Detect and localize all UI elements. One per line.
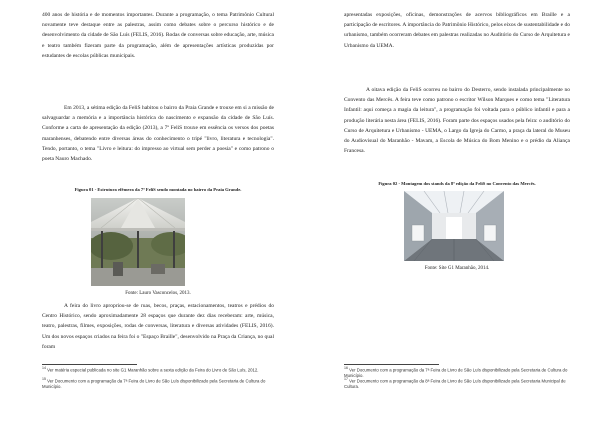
figure-1-source: Fonte: Lauro Vasconcelos, 2013. xyxy=(125,291,191,296)
right-page xyxy=(300,0,575,424)
left-paragraph-1: 400 anos de história e de momentos importantes. Durante a programação, o tema Patrimônio Cultural novamente teve destaque entre as palestras, assim como debates sobre o percurso histórico e de desenvolvimento da cidade de São Luís (FELIS, 2016). Rodas de conversas sobre educação, arte, música e teatro também fizeram parte da programação, além de apresentações artísticas produzidas por estudantes de escolas públicas municipais. xyxy=(42,12,274,59)
left-page xyxy=(0,0,275,424)
footnote-14: $^{14}$ Ver matéria especial publicada no site G1 Maranhão sobre a sexta edição da Feira do Livro de São Luís, 2012. xyxy=(42,366,259,373)
right-paragraph-2: A oitava edição da FeliS ocorreu no bairro do Desterro, sendo instalada principalmente no Convento das Mercês. A feira teve como patrono o escritor Wilson Marques e como tema "Literatura Infantil: aqui começa a magia da leitura", a programação foi voltada para o público infantil e para a produção literária nesta área (FELIS, 2016). Foram parte dos espaços usados pela feira: o auditório do Curso de Arquitetura e Urbanismo - UEMA, o Largo da Igreja do Carmo, a praça da lateral do Museu do Audiovisual do Maranhão - Mavam, a Escola de Música do Bom Menino e o prédio da Aliança Francesa. xyxy=(344,87,570,155)
footnote-17: $^{17}$ Ver Documento com a programação da 8ª Feira do Livro de São Luís disponibilizado pela Secretaria Municipal de Cultura. xyxy=(344,377,566,389)
left-paragraph-2: Em 2013, a sétima edição da FeliS habitou o bairro da Praia Grande e trouxe em si a missão de salvaguardar a memória e a importância histórica do nascimento e expansão da cidade de São Luís. Conforme a carta de apresentação da edição (2013), a 7ª FeliS trouxe em essência os versos dos poetas maranhenses, debatendo entre diversas áreas do conhecimento o tripé "livro, literatura e tecnologia". Tendo, portanto, o tema "Livro e leitura: do impresso ao virtual sem perder a poesia" e como patrono o poeta Nauro Machado. xyxy=(42,105,274,163)
footnote-rule xyxy=(344,364,439,365)
figure-1-photo xyxy=(91,198,185,286)
figure-2-caption: Figura 02 - Montagem dos stands da 8ª edição da FeliS no Convento das Mercês. xyxy=(378,181,536,186)
footnote-16: $^{16}$ Ver Documento com a programação da 7ª Feira do Livro de São Luís disponibilizado pela Secretaria de Cultura do Município. xyxy=(344,366,568,378)
right-paragraph-1: apresentadas exposições, oficinas, demonstrações de acervos bibliográficos em Braille e a participação de escritores. A importância do Patrimônio Histórico, pelos eixos de sustentabilidade e do urbanismo, também ocorreram debates em palestras realizadas no Auditório do Curso de Arquitetura e Urbanismo da UEMA. xyxy=(344,12,570,49)
figure-2-source: Fonte: Site G1 Maranhão, 2014. xyxy=(424,266,490,271)
left-paragraph-3: A feira do livro apropriou-se de ruas, becos, praças, estacionamentos, teatros e prédios do Centro Histórico, sendo aproximadamente 28 espaços que durante dez dias receberam: arte, música, teatro, palestras, filmes, exposições, rodas de conversas, literatura e diversas atividades (FELIS, 2016). Um dos novos espaços criados na feira foi o "Espaço Braille", desenvolvido na Praça da Criança, no qual foram xyxy=(42,303,274,350)
footnote-15: $^{15}$ Ver Documento com a programação da 7ª Feira do Livro de São Luís disponibilizado pela Secretaria de Cultura do Município. xyxy=(42,377,266,389)
footnote-rule xyxy=(42,364,137,365)
figure-1-caption: Figura 01 - Estrutura efêmera da 7ª FeliS sendo montada no bairro da Praia Grande. xyxy=(74,187,242,192)
figure-2-photo xyxy=(404,191,504,261)
